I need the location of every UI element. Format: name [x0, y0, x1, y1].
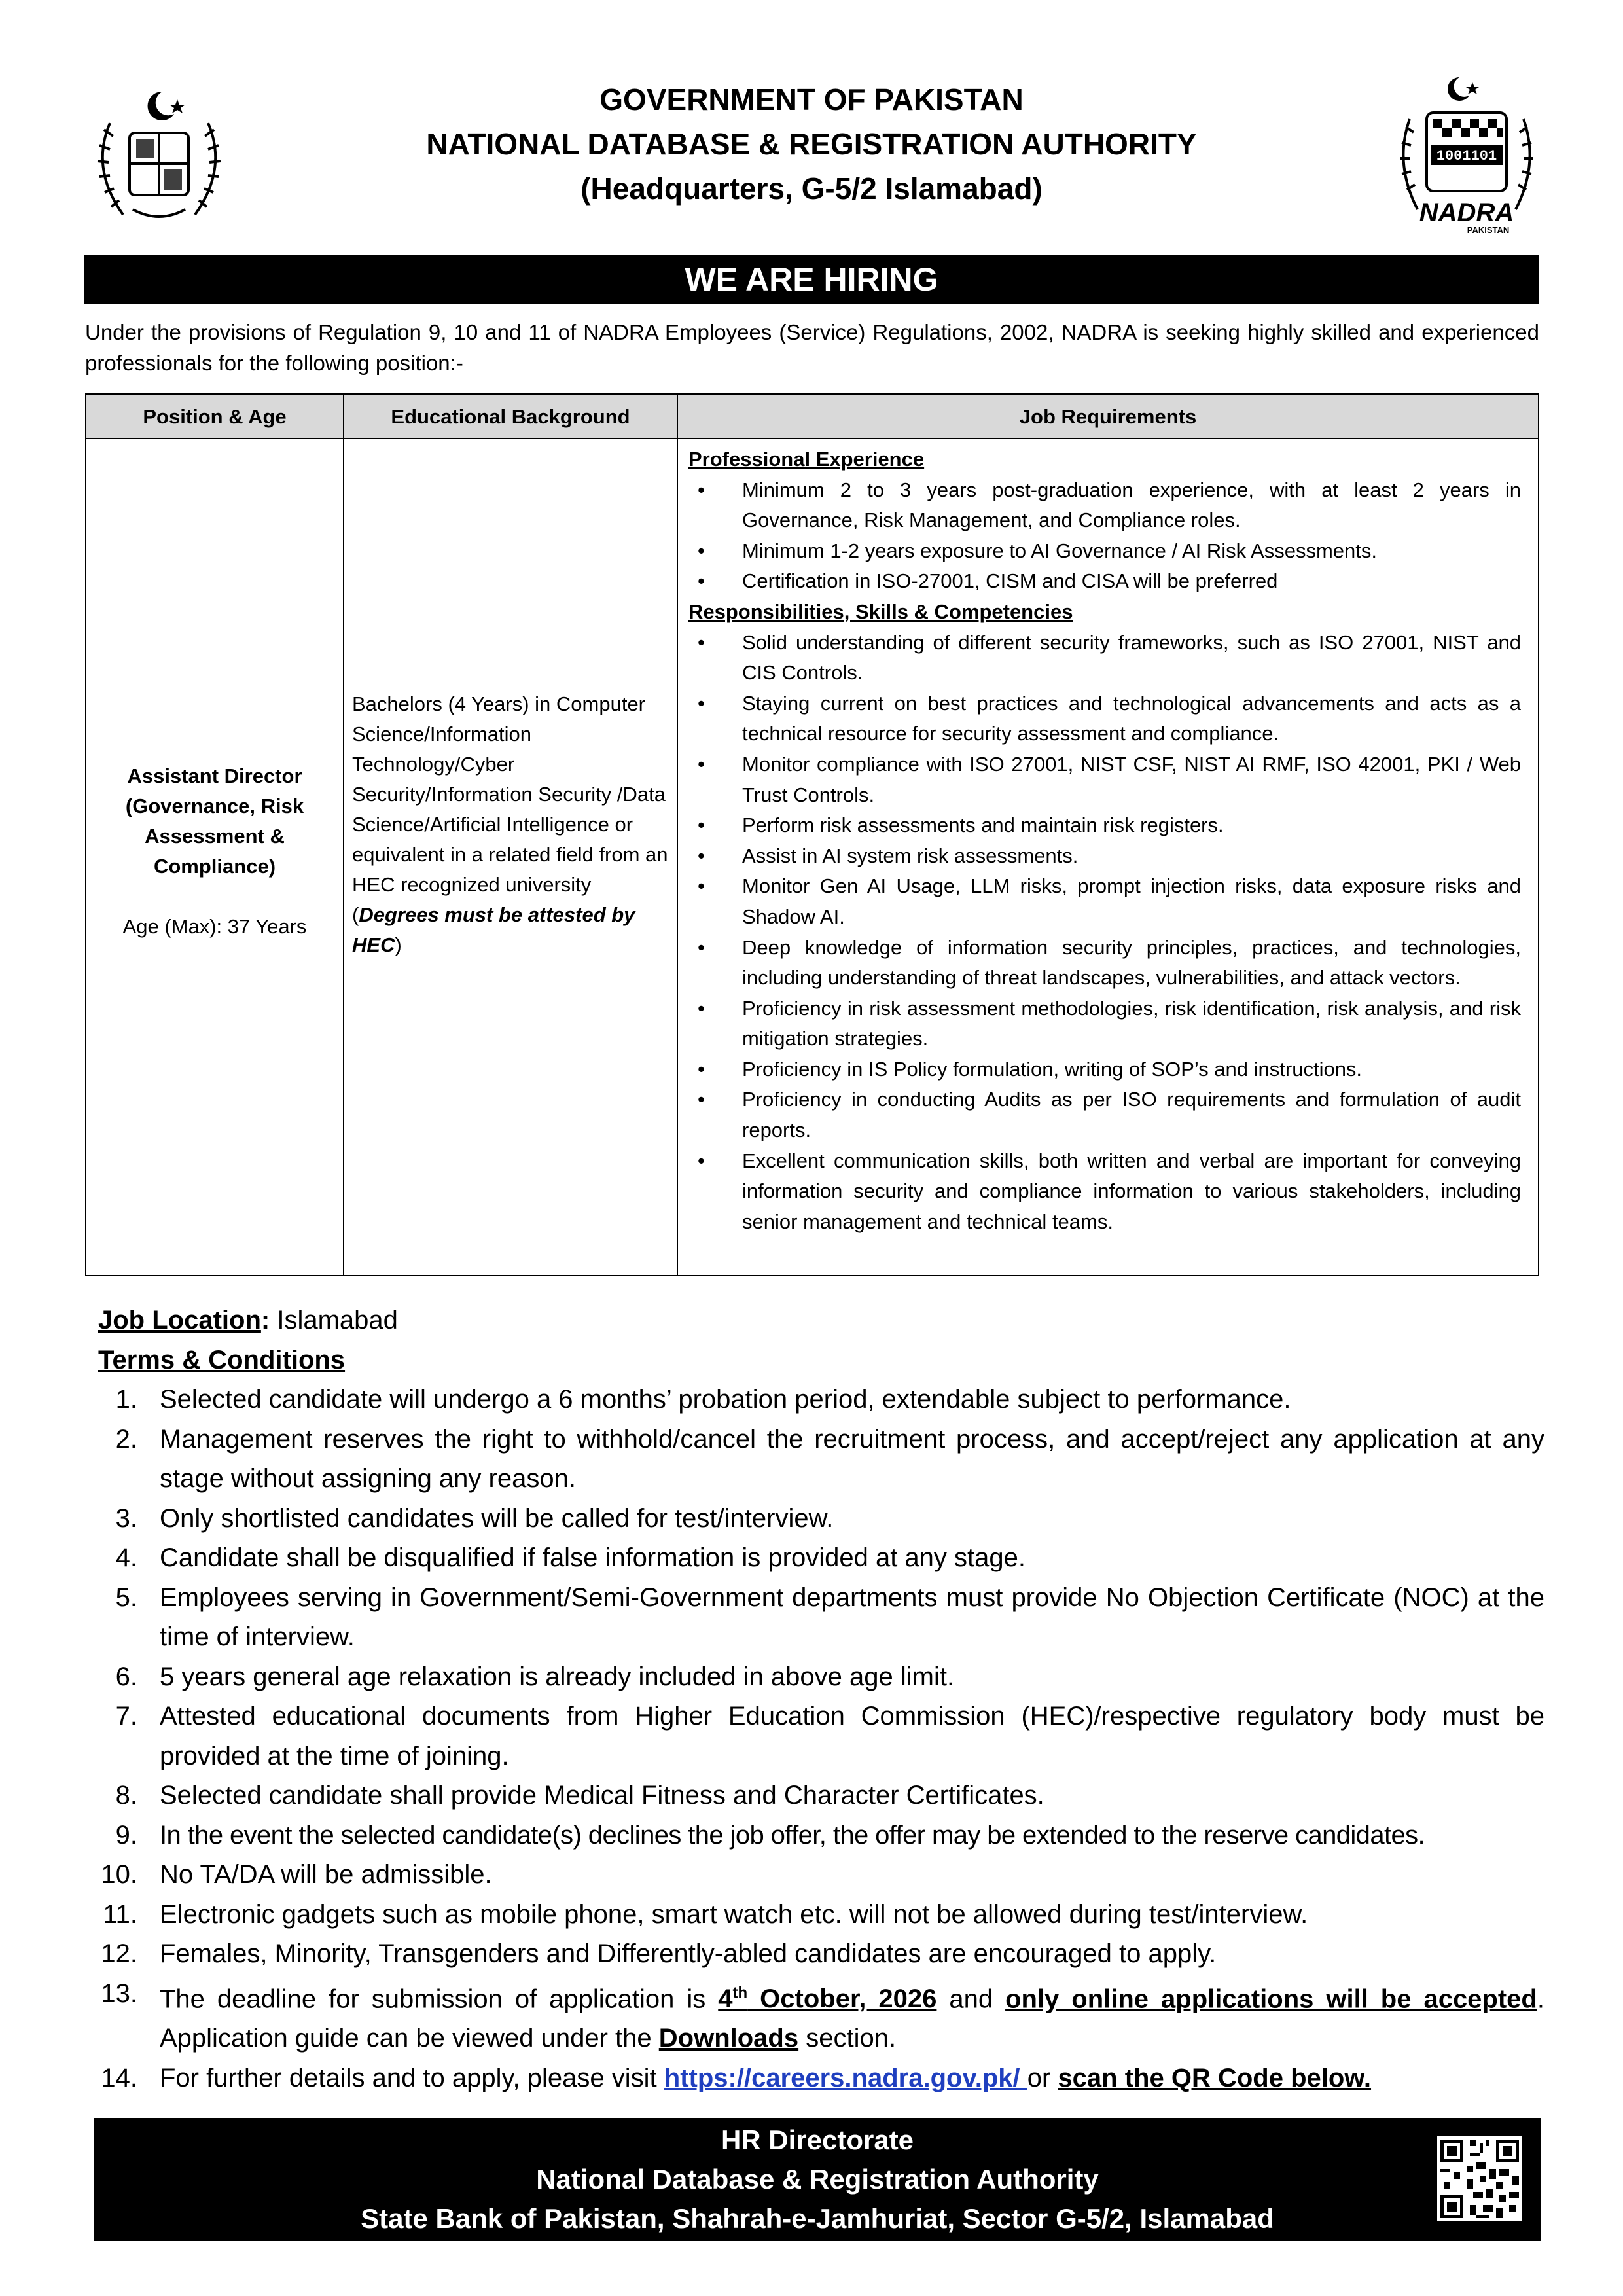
- list-item: 12. Females, Minority, Transgenders and Differently-abled candidates are encouraged to apply.: [101, 1939, 1217, 1968]
- hiring-banner: WE ARE HIRING: [84, 255, 1539, 304]
- education-cell: Bachelors (4 Years) in Computer Science/Information Technology/Cyber Security/Information Security /Data Science/Artificial Intelligence or equivalent in a related field from an HEC recognized university (Degrees must be attested by HEC): [352, 689, 751, 960]
- table-divider: [343, 395, 344, 1275]
- requirements-cell: [688, 444, 1521, 1237]
- header-line-authority: NATIONAL DATABASE & REGISTRATION AUTHORITY: [426, 127, 1197, 161]
- list-item: • Perform risk assessments and maintain risk registers.: [688, 810, 1521, 841]
- terms-list: [98, 1380, 1544, 2098]
- list-item: 10. No TA/DA will be admissible.: [101, 1860, 492, 1889]
- qr-instruction: scan the QR Code below.: [1058, 2063, 1372, 2092]
- skills-heading: Responsibilities, Skills & Competencies: [688, 600, 1073, 623]
- list-item: 6. 5 years general age relaxation is already included in above age limit.: [115, 1662, 955, 1691]
- list-item: 8. Selected candidate shall provide Medical Fitness and Character Certificates.: [115, 1781, 1044, 1810]
- table-header-education: Educational Background: [344, 395, 677, 439]
- education-text: Bachelors (4 Years) in Computer Science/Information Technology/Cyber Security/Information Security /Data Science/Artificial Intelligence or equivalent in a related field from an HEC recognized university: [352, 692, 668, 896]
- list-item: 5. Employees serving in Government/Semi-Government departments must provide No Objection Certificate (NOC) at the time of interview.: [115, 1583, 1544, 1651]
- list-item: 2. Management reserves the right to withhold/cancel the recruitment process, and accept/reject any application at any stage without assigning any reason.: [115, 1424, 1544, 1493]
- intro-paragraph: Under the provisions of Regulation 9, 10 and 11 of NADRA Employees (Service) Regulations, 2002, NADRA is seeking highly skilled and experienced professionals for the following position:-: [85, 320, 1539, 375]
- footer-authority: National Database & Registration Authority: [536, 2164, 1099, 2195]
- job-location-label: Job Location: [98, 1306, 261, 1335]
- list-item: 7. Attested educational documents from Higher Education Commission (HEC)/respective regulatory body must be provided at the time of joining.: [115, 1702, 1544, 1770]
- list-item: 3. Only shortlisted candidates will be called for test/interview.: [115, 1503, 834, 1533]
- list-item: • Minimum 1-2 years exposure to AI Governance / AI Risk Assessments.: [688, 536, 1521, 567]
- list-item: • Monitor Gen AI Usage, LLM risks, prompt injection risks, data exposure risks and Shadow AI.: [688, 871, 1521, 932]
- experience-heading: Professional Experience: [688, 448, 925, 471]
- footer-address: State Bank of Pakistan, Shahrah-e-Jamhuriat, Sector G-5/2, Islamabad: [361, 2203, 1274, 2234]
- position-age: Age (Max): 37 Years: [122, 915, 307, 938]
- footer-directorate: HR Directorate: [721, 2125, 914, 2155]
- svg-text:1001101: 1001101: [1436, 148, 1497, 164]
- header-line-headquarters: (Headquarters, G-5/2 Islamabad): [580, 171, 1043, 206]
- terms-section: [98, 1300, 1544, 2098]
- list-item: • Minimum 2 to 3 years post-graduation experience, with at least 2 years in Governance, Risk Management, and Compliance roles.: [688, 475, 1521, 536]
- position-title: Assistant Director (Governance, Risk Assessment & Compliance): [125, 764, 304, 878]
- deadline-date: 4th October, 2026: [718, 1984, 937, 2013]
- list-item: • Deep knowledge of information security principles, practices, and technologies, including understanding of threat landscapes, vulnerabilities, and attack vectors.: [688, 933, 1521, 994]
- list-item: • Monitor compliance with ISO 27001, NIST CSF, NIST AI RMF, ISO 42001, PKI / Web Trust Controls.: [688, 749, 1521, 810]
- nadra-logo-subtext: PAKISTAN: [1467, 225, 1510, 235]
- list-item: 11. Electronic gadgets such as mobile phone, smart watch etc. will not be allowed during test/interview.: [103, 1899, 1308, 1929]
- list-item: • Assist in AI system risk assessments.: [688, 841, 1521, 872]
- list-item: 9. In the event the selected candidate(s) declines the job offer, the offer may be extended to the reserve candidates.: [115, 1820, 1425, 1850]
- list-item: • Solid understanding of different security frameworks, such as ISO 27001, NIST and CIS Controls.: [688, 628, 1521, 689]
- table-header-position: Position & Age: [86, 395, 343, 439]
- experience-list: [688, 475, 1521, 597]
- list-item: • Proficiency in conducting Audits as per ISO requirements and formulation of audit reports.: [688, 1085, 1521, 1145]
- qr-code[interactable]: [1437, 2136, 1522, 2221]
- list-item: • Proficiency in risk assessment methodologies, risk identification, risk analysis, and risk mitigation strategies.: [688, 994, 1521, 1054]
- table-header-requirements: Job Requirements: [678, 395, 1538, 439]
- job-location: Job Location: Islamabad: [98, 1306, 398, 1335]
- nadra-logo-text: NADRA: [1419, 198, 1514, 227]
- list-item: 4. Candidate shall be disqualified if false information is provided at any stage.: [115, 1543, 1026, 1572]
- careers-link[interactable]: https://careers.nadra.gov.pk/: [664, 2063, 1027, 2092]
- positions-table: [85, 393, 1539, 1276]
- nadra-logo: [1390, 72, 1543, 236]
- online-only-note: only online applications will be accepted: [1005, 1984, 1537, 2013]
- list-item-deadline: 13. The deadline for submission of application is 4th October, 2026 and only online applications will be accepted. Application guide can be viewed under the Downloads section.: [101, 1979, 1544, 2053]
- footer-contact-block: [94, 2118, 1541, 2241]
- list-item: • Excellent communication skills, both written and verbal are important for conveying information security and compliance information to various stakeholders, including senior management and technical teams.: [688, 1146, 1521, 1238]
- list-item-apply: 14. For further details and to apply, please visit https://careers.nadra.gov.pk/ or scan the QR Code below.: [101, 2063, 1372, 2092]
- header-line-government: GOVERNMENT OF PAKISTAN: [599, 82, 1024, 117]
- list-item: 1. Selected candidate will undergo a 6 months’ probation period, extendable subject to performance.: [115, 1385, 1291, 1414]
- position-cell: [86, 761, 343, 942]
- skills-list: [688, 628, 1521, 1238]
- education-attestation-note: Degrees must be attested by HEC: [352, 903, 635, 956]
- terms-heading: Terms & Conditions: [98, 1345, 346, 1374]
- list-item: • Certification in ISO-27001, CISM and CISA will be preferred: [688, 566, 1521, 597]
- list-item: • Proficiency in IS Policy formulation, writing of SOP’s and instructions.: [688, 1054, 1521, 1085]
- downloads-link[interactable]: Downloads: [658, 2024, 799, 2053]
- job-location-value: Islamabad: [270, 1306, 398, 1335]
- list-item: • Staying current on best practices and technological advancements and acts as a technical resource for security assessment and compliance.: [688, 689, 1521, 749]
